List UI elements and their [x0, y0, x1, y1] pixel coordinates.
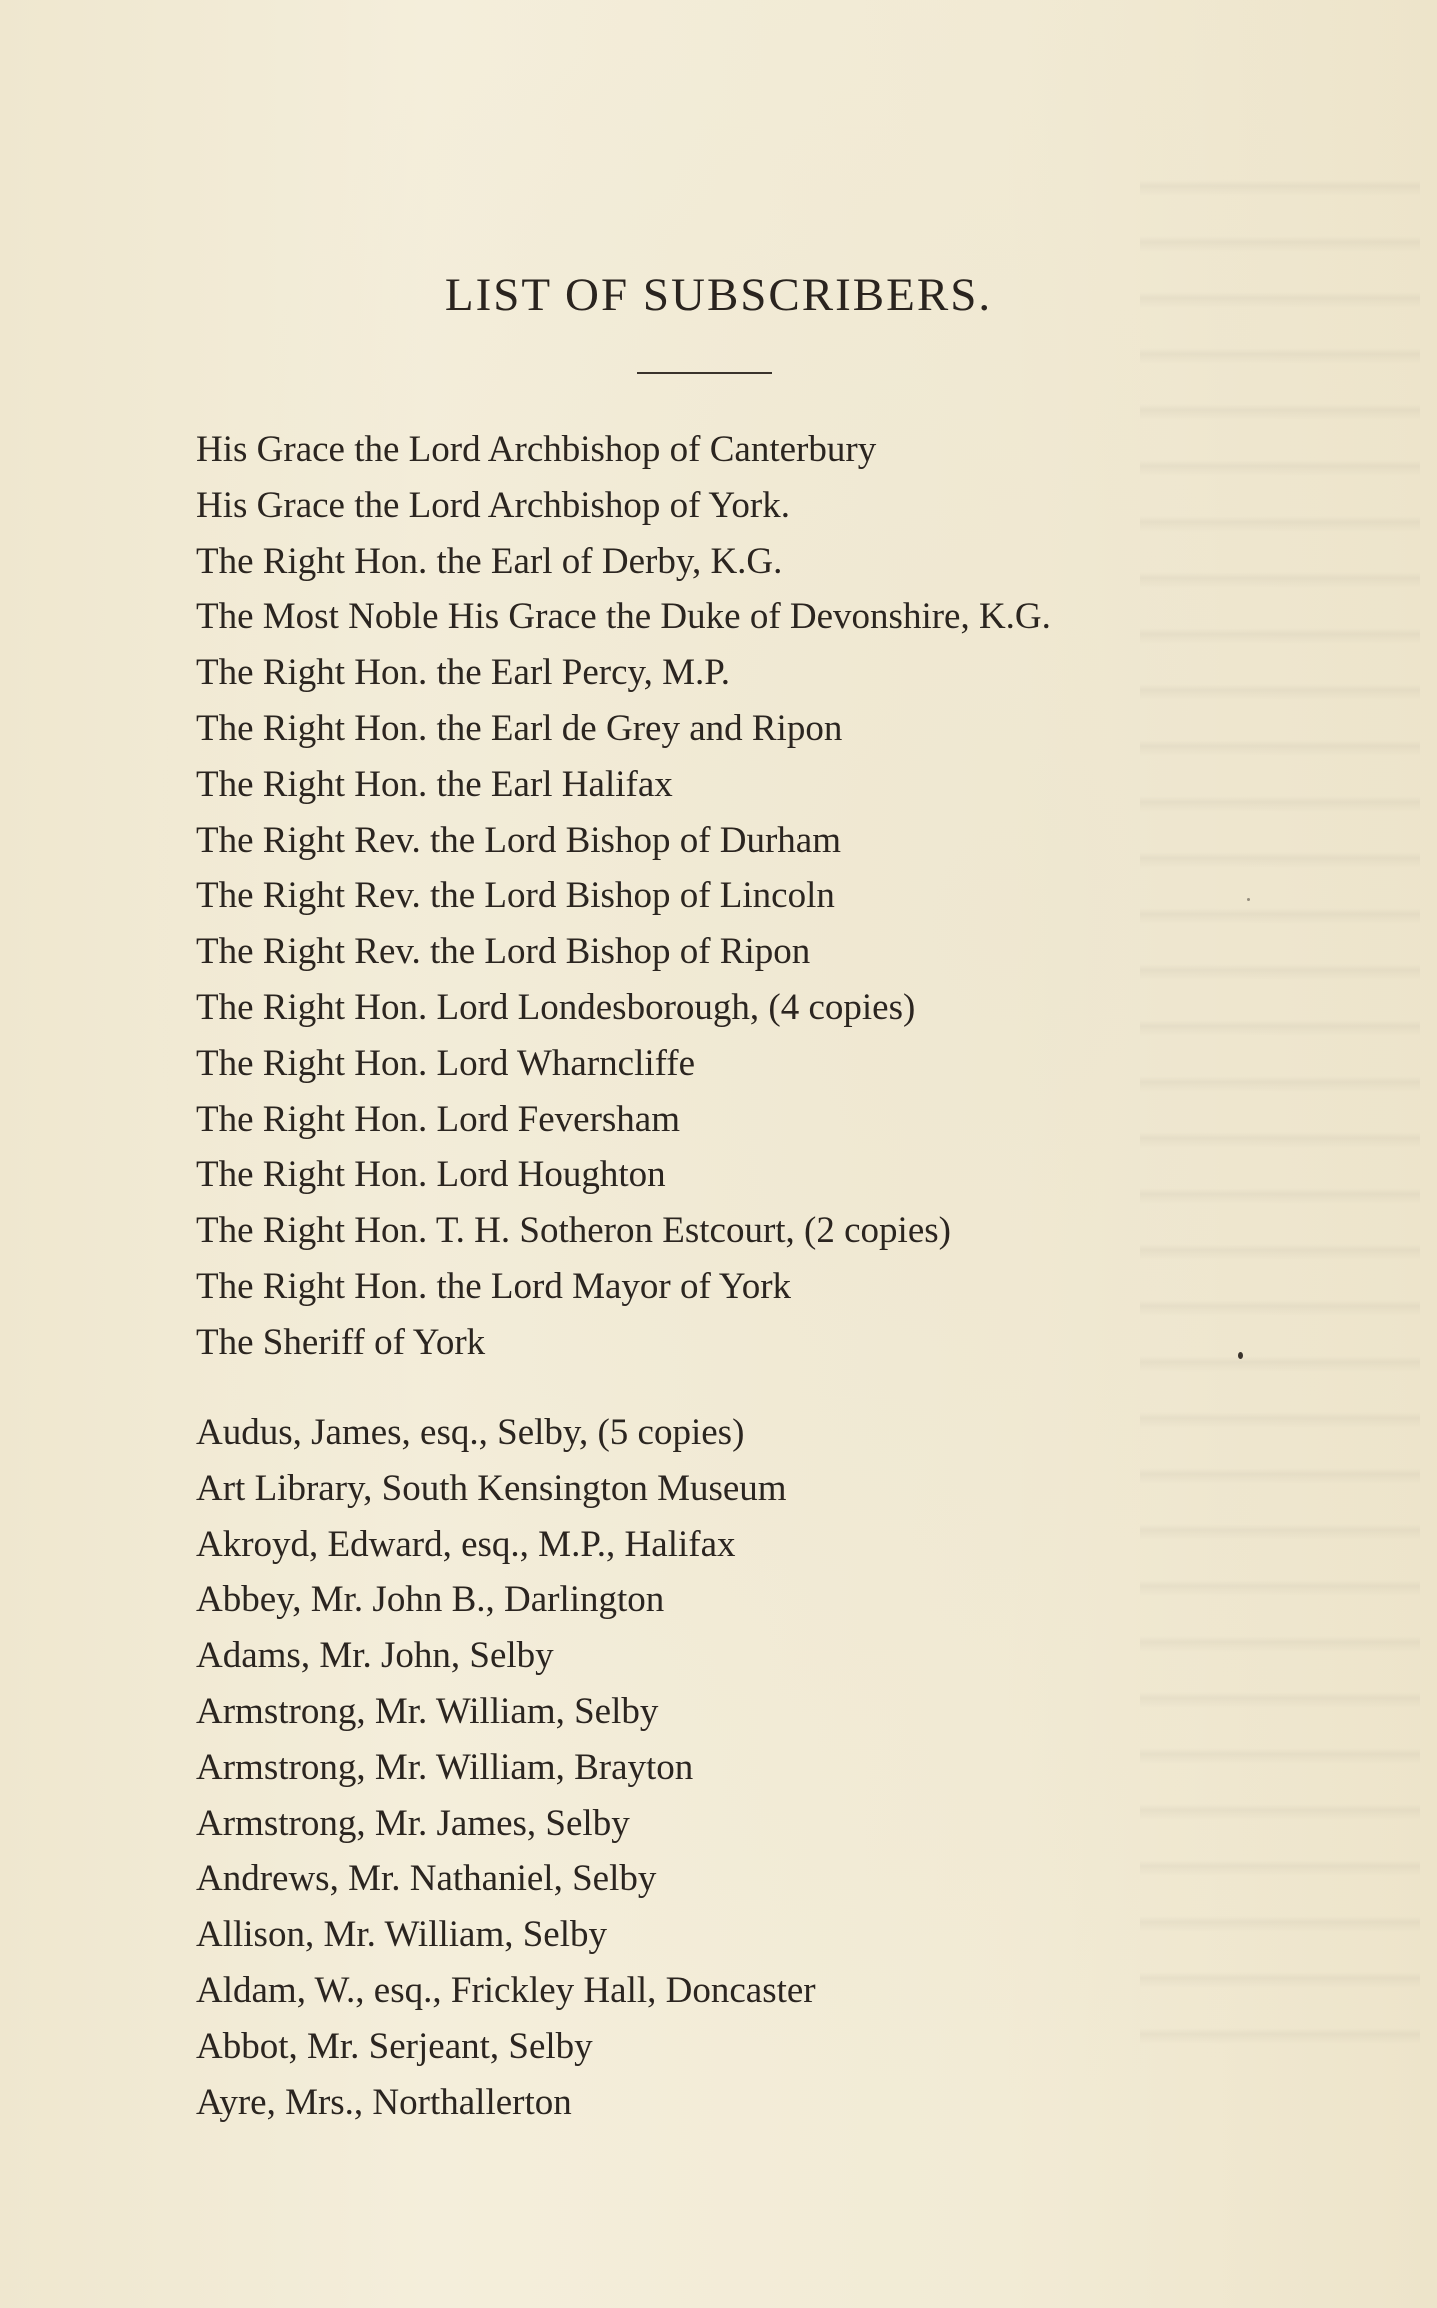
list-item: The Most Noble His Grace the Duke of Devonshire, K.G. [196, 596, 1051, 638]
list-item: The Sheriff of York [196, 1321, 486, 1363]
list-item: Abbey, Mr. John B., Darlington [196, 1579, 665, 1621]
list-item: Armstrong, Mr. James, Selby [196, 1802, 630, 1844]
list-item: Adams, Mr. John, Selby [196, 1635, 554, 1677]
page-title: LIST OF SUBSCRIBERS. [444, 269, 993, 321]
list-item: Armstrong, Mr. William, Brayton [196, 1746, 694, 1788]
list-item: Audus, James, esq., Selby, (5 copies) [196, 1412, 745, 1453]
list-item: The Right Hon. the Earl de Grey and Ripon [196, 707, 843, 749]
list-item: Ayre, Mrs., Northallerton [196, 2081, 572, 2123]
show-through-text [1140, 150, 1420, 2050]
list-item: Abbot, Mr. Serjeant, Selby [196, 2025, 593, 2067]
list-item: The Right Rev. the Lord Bishop of Lincoln [196, 875, 835, 917]
list-item: Art Library, South Kensington Museum [196, 1467, 787, 1509]
list-item: The Right Rev. the Lord Bishop of Durham [196, 819, 842, 861]
list-item: Allison, Mr. William, Selby [196, 1914, 608, 1956]
dignitaries-list [196, 422, 1051, 1371]
list-item: Armstrong, Mr. William, Selby [196, 1690, 659, 1732]
list-item: The Right Hon. T. H. Sotheron Estcourt, (2 copies) [196, 1210, 951, 1252]
list-item: The Right Hon. the Earl of Derby, K.G. [196, 540, 783, 582]
list-item: The Right Rev. the Lord Bishop of Ripon [196, 931, 811, 973]
list-item: Andrews, Mr. Nathaniel, Selby [196, 1858, 657, 1900]
list-item: Aldam, W., esq., Frickley Hall, Doncaster [196, 1969, 816, 2011]
ink-speck [1238, 1352, 1243, 1359]
subscribers-a-list [196, 1405, 816, 2130]
list-item: Akroyd, Edward, esq., M.P., Halifax [196, 1523, 736, 1565]
list-item: The Right Hon. the Earl Percy, M.P. [196, 652, 731, 694]
list-item: The Right Hon. the Lord Mayor of York [196, 1265, 792, 1307]
list-item: The Right Hon. Lord Wharncliffe [196, 1042, 696, 1084]
title-rule [637, 372, 772, 374]
list-item: His Grace the Lord Archbishop of York. [196, 484, 790, 526]
ink-speck [1247, 898, 1250, 901]
list-item: The Right Hon. Lord Londesborough, (4 copies) [196, 986, 916, 1028]
list-item: The Right Hon. the Earl Halifax [196, 763, 673, 805]
list-item: The Right Hon. Lord Houghton [196, 1154, 666, 1196]
list-item: His Grace the Lord Archbishop of Canterbury [196, 429, 877, 470]
list-item: The Right Hon. Lord Feversham [196, 1098, 680, 1140]
